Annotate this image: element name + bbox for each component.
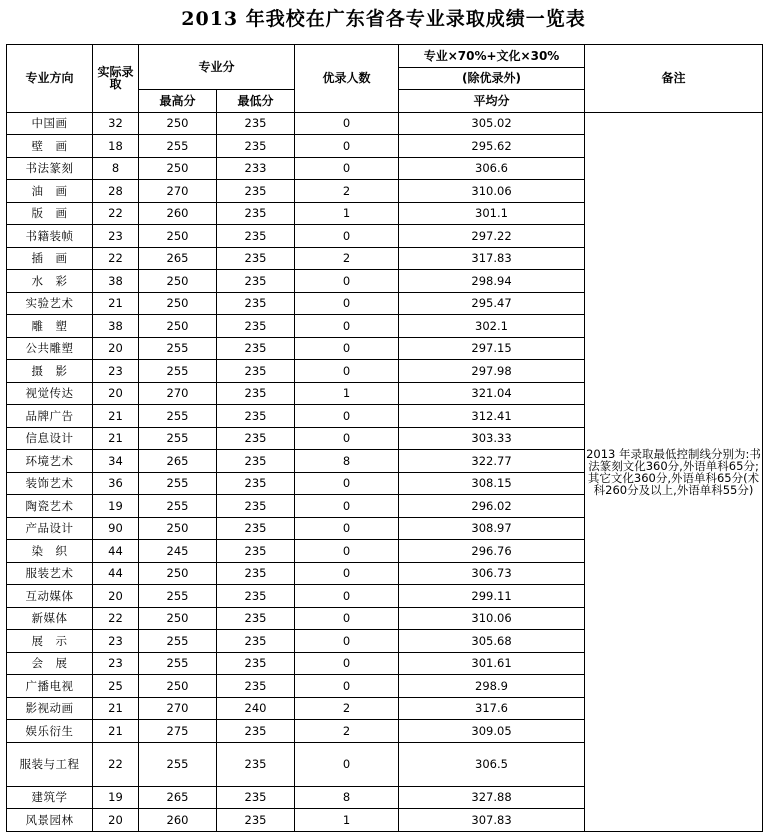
- header-prof-score: 专业分: [139, 45, 295, 90]
- header-min: 最低分: [217, 90, 295, 113]
- cell-max: 255: [139, 337, 217, 360]
- cell-major: 书法篆刻: [7, 157, 93, 180]
- cell-max: 270: [139, 382, 217, 405]
- cell-min: 235: [217, 360, 295, 383]
- cell-priority: 0: [295, 360, 399, 383]
- cell-priority: 1: [295, 382, 399, 405]
- cell-actual: 20: [93, 337, 139, 360]
- cell-major: 服装与工程: [7, 742, 93, 786]
- cell-priority: 0: [295, 405, 399, 428]
- cell-max: 250: [139, 225, 217, 248]
- cell-avg: 296.02: [399, 495, 585, 518]
- cell-major: 染 织: [7, 540, 93, 563]
- cell-priority: 0: [295, 675, 399, 698]
- cell-avg: 306.6: [399, 157, 585, 180]
- cell-actual: 34: [93, 450, 139, 473]
- cell-min: 235: [217, 540, 295, 563]
- cell-min: 235: [217, 382, 295, 405]
- cell-avg: 301.1: [399, 202, 585, 225]
- cell-min: 235: [217, 427, 295, 450]
- cell-priority: 2: [295, 247, 399, 270]
- cell-priority: 8: [295, 450, 399, 473]
- cell-major: 陶瓷艺术: [7, 495, 93, 518]
- cell-priority: 8: [295, 786, 399, 809]
- cell-avg: 305.02: [399, 112, 585, 135]
- cell-avg: 306.5: [399, 742, 585, 786]
- page-title: 2013 年我校在广东省各专业录取成绩一览表: [181, 8, 586, 30]
- cell-major: 公共雕塑: [7, 337, 93, 360]
- cell-min: 235: [217, 450, 295, 473]
- cell-priority: 0: [295, 157, 399, 180]
- cell-major: 摄 影: [7, 360, 93, 383]
- cell-major: 会 展: [7, 652, 93, 675]
- cell-avg: 312.41: [399, 405, 585, 428]
- admission-table: [6, 44, 763, 832]
- cell-actual: 20: [93, 585, 139, 608]
- header-weighted: 专业×70%+文化×30%: [399, 45, 585, 68]
- cell-actual: 23: [93, 652, 139, 675]
- cell-max: 250: [139, 157, 217, 180]
- cell-actual: 21: [93, 405, 139, 428]
- cell-priority: 1: [295, 202, 399, 225]
- cell-major: 影视动画: [7, 697, 93, 720]
- cell-actual: 22: [93, 247, 139, 270]
- cell-avg: 295.47: [399, 292, 585, 315]
- cell-min: 233: [217, 157, 295, 180]
- cell-min: 235: [217, 112, 295, 135]
- cell-max: 265: [139, 247, 217, 270]
- cell-actual: 90: [93, 517, 139, 540]
- cell-priority: 0: [295, 652, 399, 675]
- cell-major: 版 画: [7, 202, 93, 225]
- cell-avg: 297.15: [399, 337, 585, 360]
- cell-priority: 0: [295, 517, 399, 540]
- cell-min: 235: [217, 675, 295, 698]
- cell-actual: 21: [93, 720, 139, 743]
- cell-major: 视觉传达: [7, 382, 93, 405]
- cell-major: 书籍装帧: [7, 225, 93, 248]
- cell-actual: 21: [93, 292, 139, 315]
- cell-max: 250: [139, 607, 217, 630]
- cell-avg: 299.11: [399, 585, 585, 608]
- cell-actual: 18: [93, 135, 139, 158]
- cell-priority: 0: [295, 112, 399, 135]
- cell-priority: 0: [295, 337, 399, 360]
- cell-avg: 305.68: [399, 630, 585, 653]
- cell-actual: 38: [93, 315, 139, 338]
- cell-avg: 327.88: [399, 786, 585, 809]
- cell-major: 风景园林: [7, 809, 93, 832]
- cell-max: 250: [139, 292, 217, 315]
- cell-avg: 297.22: [399, 225, 585, 248]
- cell-major: 信息设计: [7, 427, 93, 450]
- cell-major: 广播电视: [7, 675, 93, 698]
- cell-major: 装饰艺术: [7, 472, 93, 495]
- cell-priority: 0: [295, 607, 399, 630]
- cell-min: 240: [217, 697, 295, 720]
- cell-major: 服装艺术: [7, 562, 93, 585]
- cell-major: 互动媒体: [7, 585, 93, 608]
- header-weighted-note: (除优录外): [399, 67, 585, 90]
- remarks-cell: 2013 年录取最低控制线分别为:书法篆刻文化360分,外语单科65分;其它文化360分,外语单科65分(术科260分及以上,外语单科55分): [585, 112, 763, 831]
- cell-min: 235: [217, 742, 295, 786]
- cell-priority: 0: [295, 315, 399, 338]
- cell-avg: 301.61: [399, 652, 585, 675]
- cell-priority: 1: [295, 809, 399, 832]
- cell-major: 水 彩: [7, 270, 93, 293]
- cell-major: 雕 塑: [7, 315, 93, 338]
- cell-max: 255: [139, 630, 217, 653]
- cell-max: 250: [139, 270, 217, 293]
- cell-actual: 21: [93, 427, 139, 450]
- cell-max: 250: [139, 315, 217, 338]
- cell-major: 品牌广告: [7, 405, 93, 428]
- header-actual: 实际录取: [93, 45, 139, 113]
- cell-actual: 20: [93, 809, 139, 832]
- cell-actual: 23: [93, 225, 139, 248]
- cell-actual: 25: [93, 675, 139, 698]
- cell-min: 235: [217, 180, 295, 203]
- cell-max: 260: [139, 809, 217, 832]
- cell-avg: 307.83: [399, 809, 585, 832]
- cell-priority: 0: [295, 472, 399, 495]
- cell-min: 235: [217, 607, 295, 630]
- cell-max: 255: [139, 652, 217, 675]
- cell-max: 265: [139, 450, 217, 473]
- cell-min: 235: [217, 652, 295, 675]
- cell-major: 产品设计: [7, 517, 93, 540]
- cell-avg: 309.05: [399, 720, 585, 743]
- cell-actual: 23: [93, 360, 139, 383]
- cell-min: 235: [217, 225, 295, 248]
- cell-max: 265: [139, 786, 217, 809]
- cell-max: 255: [139, 585, 217, 608]
- cell-major: 新媒体: [7, 607, 93, 630]
- cell-avg: 310.06: [399, 180, 585, 203]
- cell-max: 250: [139, 675, 217, 698]
- cell-max: 255: [139, 360, 217, 383]
- cell-max: 270: [139, 697, 217, 720]
- cell-priority: 2: [295, 697, 399, 720]
- cell-priority: 0: [295, 562, 399, 585]
- cell-max: 250: [139, 112, 217, 135]
- cell-priority: 0: [295, 270, 399, 293]
- header-priority: 优录人数: [295, 45, 399, 113]
- cell-avg: 302.1: [399, 315, 585, 338]
- cell-major: 建筑学: [7, 786, 93, 809]
- cell-actual: 22: [93, 202, 139, 225]
- cell-max: 255: [139, 472, 217, 495]
- cell-priority: 0: [295, 225, 399, 248]
- cell-avg: 298.9: [399, 675, 585, 698]
- cell-min: 235: [217, 202, 295, 225]
- cell-priority: 2: [295, 180, 399, 203]
- cell-max: 255: [139, 427, 217, 450]
- cell-major: 实验艺术: [7, 292, 93, 315]
- cell-avg: 296.76: [399, 540, 585, 563]
- cell-major: 环境艺术: [7, 450, 93, 473]
- cell-actual: 23: [93, 630, 139, 653]
- cell-max: 250: [139, 562, 217, 585]
- cell-max: 255: [139, 495, 217, 518]
- cell-min: 235: [217, 472, 295, 495]
- cell-avg: 317.83: [399, 247, 585, 270]
- cell-min: 235: [217, 135, 295, 158]
- cell-major: 插 画: [7, 247, 93, 270]
- cell-min: 235: [217, 562, 295, 585]
- header-remarks: 备注: [585, 45, 763, 113]
- cell-actual: 21: [93, 697, 139, 720]
- cell-min: 235: [217, 405, 295, 428]
- cell-min: 235: [217, 495, 295, 518]
- cell-min: 235: [217, 786, 295, 809]
- cell-actual: 20: [93, 382, 139, 405]
- cell-min: 235: [217, 720, 295, 743]
- cell-priority: 0: [295, 427, 399, 450]
- cell-avg: 322.77: [399, 450, 585, 473]
- cell-actual: 22: [93, 742, 139, 786]
- cell-min: 235: [217, 630, 295, 653]
- cell-actual: 44: [93, 540, 139, 563]
- cell-major: 娱乐衍生: [7, 720, 93, 743]
- cell-actual: 8: [93, 157, 139, 180]
- cell-avg: 297.98: [399, 360, 585, 383]
- cell-priority: 0: [295, 540, 399, 563]
- cell-avg: 310.06: [399, 607, 585, 630]
- table-row: [7, 112, 763, 135]
- cell-max: 270: [139, 180, 217, 203]
- cell-min: 235: [217, 809, 295, 832]
- cell-avg: 306.73: [399, 562, 585, 585]
- cell-actual: 19: [93, 495, 139, 518]
- cell-avg: 321.04: [399, 382, 585, 405]
- table-body: [7, 112, 763, 831]
- header-avg: 平均分: [399, 90, 585, 113]
- cell-max: 275: [139, 720, 217, 743]
- cell-priority: 0: [295, 495, 399, 518]
- cell-avg: 295.62: [399, 135, 585, 158]
- cell-max: 255: [139, 135, 217, 158]
- cell-min: 235: [217, 247, 295, 270]
- cell-priority: 0: [295, 630, 399, 653]
- cell-max: 255: [139, 405, 217, 428]
- header-major: 专业方向: [7, 45, 93, 113]
- cell-actual: 36: [93, 472, 139, 495]
- cell-min: 235: [217, 517, 295, 540]
- cell-min: 235: [217, 270, 295, 293]
- cell-major: 壁 画: [7, 135, 93, 158]
- cell-avg: 303.33: [399, 427, 585, 450]
- cell-avg: 298.94: [399, 270, 585, 293]
- cell-max: 250: [139, 517, 217, 540]
- cell-priority: 0: [295, 135, 399, 158]
- cell-priority: 0: [295, 585, 399, 608]
- cell-avg: 308.97: [399, 517, 585, 540]
- cell-major: 展 示: [7, 630, 93, 653]
- cell-priority: 0: [295, 742, 399, 786]
- cell-actual: 22: [93, 607, 139, 630]
- cell-avg: 317.6: [399, 697, 585, 720]
- cell-actual: 38: [93, 270, 139, 293]
- cell-avg: 308.15: [399, 472, 585, 495]
- cell-major: 中国画: [7, 112, 93, 135]
- cell-min: 235: [217, 585, 295, 608]
- cell-major: 油 画: [7, 180, 93, 203]
- cell-min: 235: [217, 292, 295, 315]
- cell-actual: 19: [93, 786, 139, 809]
- cell-actual: 32: [93, 112, 139, 135]
- cell-actual: 44: [93, 562, 139, 585]
- cell-max: 260: [139, 202, 217, 225]
- header-max: 最高分: [139, 90, 217, 113]
- cell-min: 235: [217, 337, 295, 360]
- cell-actual: 28: [93, 180, 139, 203]
- cell-max: 255: [139, 742, 217, 786]
- cell-priority: 2: [295, 720, 399, 743]
- cell-priority: 0: [295, 292, 399, 315]
- cell-min: 235: [217, 315, 295, 338]
- cell-max: 245: [139, 540, 217, 563]
